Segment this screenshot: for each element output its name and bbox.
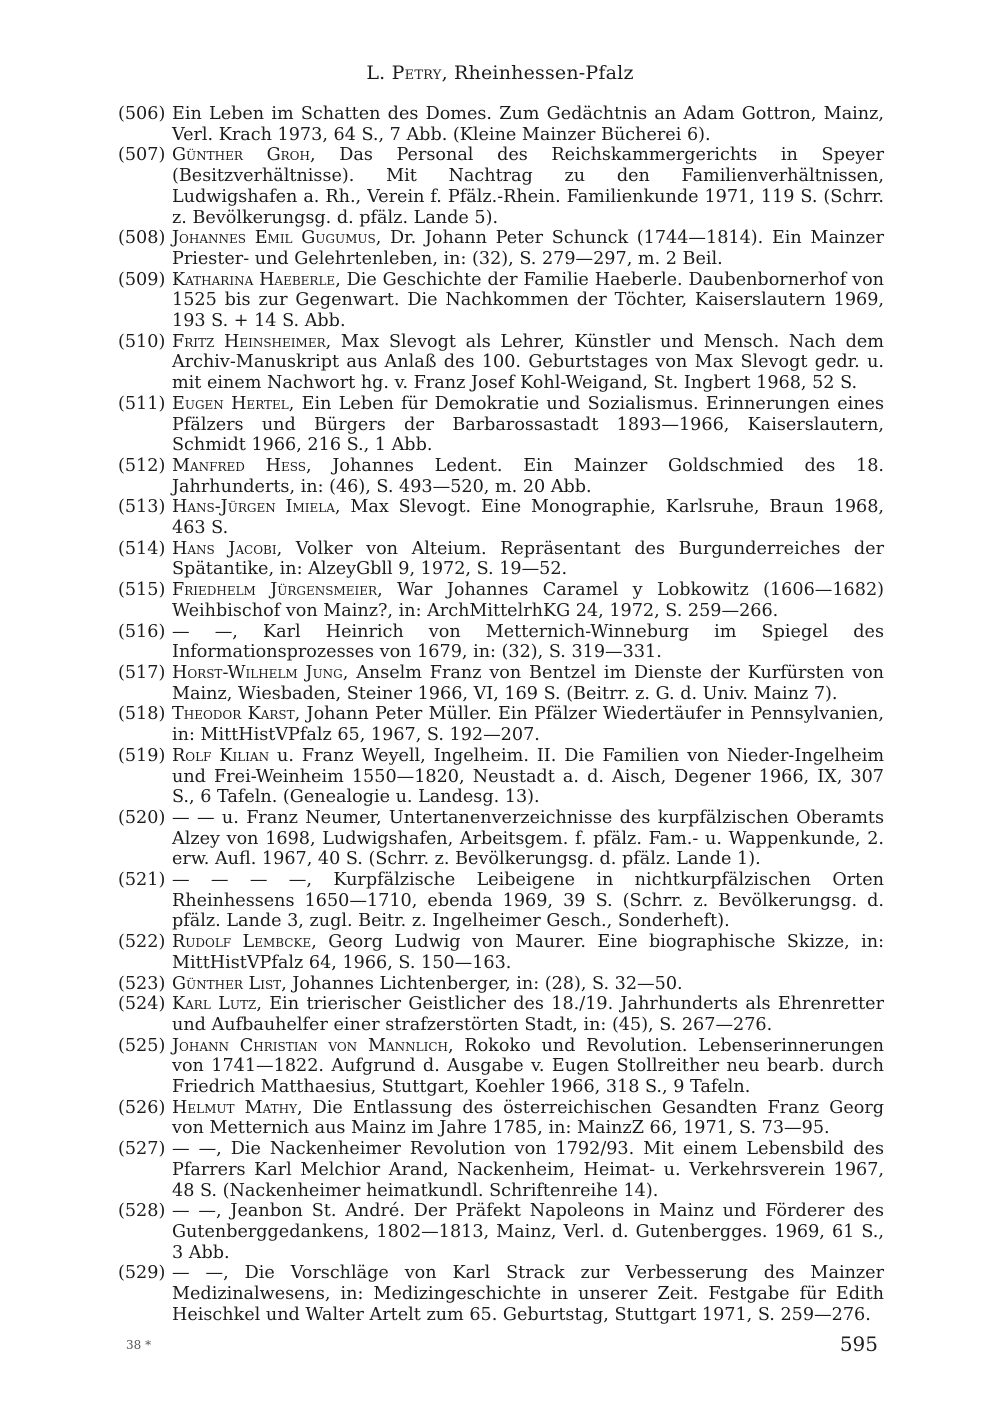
bibliography-entry bbox=[118, 974, 884, 995]
bibliography-entry bbox=[118, 145, 884, 228]
entry-number: (529) bbox=[118, 1263, 166, 1284]
entry-body: , Max Slevogt als Lehrer, Künstler und Mensch. Nach dem Archiv-Manuskript aus Anlaß des 100. Geburtstages von Max Slevogt gedr. u. mit einem Nachwort hg. v. Franz Josef Kohl-Weigand, St. Ingbert 1968, 52 S. bbox=[172, 331, 884, 394]
bibliography-entry bbox=[118, 808, 884, 870]
entry-number: (528) bbox=[118, 1201, 166, 1222]
entry-author: Theodor Karst bbox=[172, 704, 295, 725]
entry-body: , Volker von Alteium. Repräsentant des Burgunderreiches der Spätantike, in: AlzeyGbll 9, 1972, S. 19—52. bbox=[172, 538, 884, 580]
entry-text bbox=[172, 704, 884, 745]
entry-body: , Anselm Franz von Bentzel im Dienste der Kurfürsten von Mainz, Wiesbaden, Steiner 1966, VI, 169 S. (Beitrr. z. G. d. Univ. Mainz 7). bbox=[172, 662, 885, 704]
entry-text bbox=[172, 994, 884, 1035]
bibliography-entry bbox=[118, 580, 884, 621]
entry-number: (524) bbox=[118, 994, 166, 1015]
entry-body: — —, Karl Heinrich von Metternich-Winneburg im Spiegel des Informationsprozesses von 1679, in: (32), S. 319—331. bbox=[172, 621, 884, 663]
running-header bbox=[0, 62, 1000, 84]
entry-author: Eugen Hertel bbox=[172, 393, 289, 414]
entry-number: (521) bbox=[118, 870, 166, 891]
entry-body: , Johannes Lichtenberger, in: (28), S. 32—50. bbox=[281, 973, 683, 994]
entry-body: , Johann Peter Müller. Ein Pfälzer Wiedertäufer in Pennsylvanien, in: MittHistVPfalz 65, 1967, S. 192—207. bbox=[172, 704, 884, 746]
bibliography-entry bbox=[118, 932, 884, 973]
entry-body: , Das Personal des Reichskammergerichts in Speyer (Besitzverhältnisse). Mit Nachtrag zu den Familienverhältnissen, Ludwigshafen a. Rh., Verein f. Pfälz.-Rhein. Familienkunde 1971, 119 S. (Schrr. z. Bevölkerungsg. d. pfälz. Lande 5). bbox=[172, 145, 884, 228]
entry-number: (506) bbox=[118, 104, 166, 124]
entry-number: (515) bbox=[118, 580, 166, 601]
entry-body: , Johannes Ledent. Ein Mainzer Goldschmied des 18. Jahrhunderts, in: (46), S. 493—520, m. 20 Abb. bbox=[172, 455, 884, 497]
bibliography-entry bbox=[118, 394, 884, 456]
bibliography-entry bbox=[118, 704, 884, 745]
entry-text bbox=[172, 932, 884, 973]
bibliography-entry bbox=[118, 870, 884, 932]
entry-author: Johannes Emil Gugumus bbox=[172, 228, 376, 249]
entry-body: Ein Leben im Schatten des Domes. Zum Gedächtnis an Adam Gottron, Mainz, Verl. Krach 1973, 64 S., 7 Abb. (Kleine Mainzer Bücherei 6). bbox=[172, 104, 884, 145]
entry-text bbox=[172, 870, 884, 932]
entry-text bbox=[172, 1036, 884, 1098]
entry-text bbox=[172, 394, 884, 456]
entry-author: Manfred Hess bbox=[172, 455, 307, 476]
header-author: L. Petry bbox=[366, 62, 442, 84]
entry-text bbox=[172, 539, 884, 580]
entry-author: Katharina Haeberle bbox=[172, 269, 336, 290]
entry-body: — — — —, Kurpfälzische Leibeigene in nichtkurpfälzischen Orten Rheinhessens 1650—1710, ebenda 1969, 39 S. (Schrr. z. Bevölkerungsg. d. pfälz. Lande 3, zugl. Beitr. z. Ingelheimer Gesch., Sonderheft). bbox=[172, 870, 884, 932]
entry-body: , Georg Ludwig von Maurer. Eine biographische Skizze, in: MittHistVPfalz 64, 1966, S. 150—163. bbox=[172, 932, 884, 973]
entry-body: , Ein Leben für Demokratie und Sozialismus. Erinnerungen eines Pfälzers und Bürgers der Barbarossastadt 1893—1966, Kaiserslautern, Schmidt 1966, 216 S., 1 Abb. bbox=[172, 393, 885, 456]
entry-body: — —, Die Nackenheimer Revolution von 1792/93. Mit einem Lebensbild des Pfarrers Karl Melchior Arand, Nackenheim, Heimat- u. Verkehrsverein 1967, 48 S. (Nackenheimer heimatkundl. Schriftenreihe 14). bbox=[172, 1139, 884, 1201]
bibliography-entry bbox=[118, 663, 884, 704]
entry-body: u. Franz Weyell, Ingelheim. II. Die Familien von Nieder-Ingelheim und Frei-Weinheim 1550—1820, Neustadt a. d. Aisch, Degener 1966, IX, 307 S., 6 Tafeln. (Genealogie u. Landesg. 13). bbox=[172, 745, 885, 808]
entry-text bbox=[172, 456, 884, 497]
entry-text bbox=[172, 808, 884, 870]
bibliography-entry bbox=[118, 456, 884, 497]
header-title: , Rheinhessen-Pfalz bbox=[441, 62, 634, 84]
entry-author: Günther List bbox=[172, 973, 282, 994]
entry-body: , Ein trierischer Geistlicher des 18./19. Jahrhunderts als Ehrenretter und Aufbauhelfer einer strafzerstörten Stadt, in: (45), S. 267—276. bbox=[172, 994, 884, 1035]
bibliography-entry bbox=[118, 228, 884, 269]
entry-body: — — u. Franz Neumer, Untertanenverzeichnisse des kurpfälzischen Oberamts Alzey von 1698, Ludwigshafen, Arbeitsgem. f. pfälz. Fam.- u. Wappenkunde, 2. erw. Aufl. 1967, 40 S. (Schrr. z. Bevölkerungsg. d. pfälz. Lande 1). bbox=[172, 807, 884, 870]
entry-author: Johann Christian von Mannlich bbox=[172, 1035, 448, 1056]
bibliography-entry bbox=[118, 332, 884, 394]
entry-text bbox=[172, 104, 884, 145]
entry-author: Horst-Wilhelm Jung bbox=[172, 662, 343, 683]
entry-author: Günther Groh bbox=[172, 145, 310, 166]
entry-body: , Die Geschichte der Familie Haeberle. Daubenbornerhof von 1525 bis zur Gegenwart. Die Nachkommen der Töchter, Kaiserslautern 1969, 193 S. + 14 S. Abb. bbox=[172, 269, 884, 332]
entry-text bbox=[172, 1139, 884, 1201]
entry-number: (520) bbox=[118, 807, 166, 828]
bibliography-entry bbox=[118, 1263, 884, 1325]
bibliography-list bbox=[118, 104, 884, 1325]
entry-text bbox=[172, 663, 884, 704]
bibliography-entry bbox=[118, 104, 884, 145]
bibliography-entry bbox=[118, 497, 884, 538]
signature-mark: 38 * bbox=[126, 1338, 152, 1352]
entry-body: — —, Jeanbon St. André. Der Präfekt Napoleons in Mainz und Förderer des Gutenberggedankens, 1802—1813, Mainz, Verl. d. Gutenbergges. 1969, 61 S., 3 Abb. bbox=[172, 1201, 884, 1263]
bibliography-entry bbox=[118, 270, 884, 332]
entry-number: (525) bbox=[118, 1035, 166, 1056]
entry-text bbox=[172, 1263, 884, 1325]
bibliography-entry bbox=[118, 1036, 884, 1098]
entry-number: (516) bbox=[118, 621, 166, 642]
entry-text bbox=[172, 974, 884, 995]
entry-text bbox=[172, 497, 884, 538]
entry-text bbox=[172, 746, 884, 808]
entry-number: (508) bbox=[118, 228, 166, 249]
entry-author: Friedhelm Jürgensmeier bbox=[172, 580, 378, 601]
bibliography-entry bbox=[118, 1201, 884, 1263]
entry-number: (527) bbox=[118, 1139, 166, 1160]
bibliography-entry bbox=[118, 622, 884, 663]
entry-text bbox=[172, 270, 884, 332]
entry-text bbox=[172, 332, 884, 394]
entry-text bbox=[172, 228, 884, 269]
entry-number: (518) bbox=[118, 704, 166, 725]
entry-number: (507) bbox=[118, 145, 166, 166]
bibliography-entry bbox=[118, 1139, 884, 1201]
entry-body: , Max Slevogt. Eine Monographie, Karlsruhe, Braun 1968, 463 S. bbox=[172, 497, 885, 539]
entry-number: (523) bbox=[118, 973, 166, 994]
entry-number: (522) bbox=[118, 932, 166, 953]
entry-number: (510) bbox=[118, 331, 166, 352]
entry-body: , Die Entlassung des österreichischen Gesandten Franz Georg von Metternich aus Mainz im Jahre 1785, in: MainzZ 66, 1971, S. 73—95. bbox=[172, 1097, 885, 1139]
entry-author: Helmut Mathy bbox=[172, 1097, 297, 1118]
entry-body: — —, Die Vorschläge von Karl Strack zur Verbesserung des Mainzer Medizinalwesens, in: Medizingeschichte in unserer Zeit. Festgabe für Edith Heischkel und Walter Artelt zum 65. Geburtstag, Stuttgart 1971, S. 259—276. bbox=[172, 1263, 884, 1325]
entry-number: (519) bbox=[118, 745, 166, 766]
page-number: 595 bbox=[839, 1332, 878, 1356]
entry-author: Fritz Heinsheimer bbox=[172, 331, 326, 352]
bibliography-entry bbox=[118, 746, 884, 808]
entry-body: , War Johannes Caramel y Lobkowitz (1606—1682) Weihbischof von Mainz?, in: ArchMittelrhKG 24, 1972, S. 259—266. bbox=[172, 580, 884, 621]
entry-number: (514) bbox=[118, 538, 166, 559]
bibliography-entry bbox=[118, 539, 884, 580]
entry-number: (512) bbox=[118, 455, 166, 476]
entry-author: Rolf Kilian bbox=[172, 745, 270, 766]
entry-body: , Dr. Johann Peter Schunck (1744—1814). Ein Mainzer Priester- und Gelehrtenleben, in: (32), S. 279—297, m. 2 Beil. bbox=[172, 228, 884, 269]
entry-text bbox=[172, 145, 884, 228]
entry-author: Hans-Jürgen Imiela bbox=[172, 497, 335, 518]
entry-number: (526) bbox=[118, 1097, 166, 1118]
entry-author: Karl Lutz bbox=[172, 994, 257, 1015]
bibliography-entry bbox=[118, 1098, 884, 1139]
entry-text bbox=[172, 622, 884, 663]
entry-text bbox=[172, 1201, 884, 1263]
entry-number: (517) bbox=[118, 662, 166, 683]
entry-author: Hans Jacobi bbox=[172, 538, 277, 559]
entry-number: (513) bbox=[118, 497, 166, 518]
entry-number: (509) bbox=[118, 269, 166, 290]
entry-text bbox=[172, 580, 884, 621]
entry-author: Rudolf Lembcke bbox=[172, 932, 312, 953]
entry-body: , Rokoko und Revolution. Lebenserinnerungen von 1741—1822. Aufgrund d. Ausgabe v. Eugen Stollreither neu bearb. durch Friedrich Matthaesius, Stuttgart, Koehler 1966, 318 S., 9 Tafeln. bbox=[172, 1035, 884, 1098]
entry-text bbox=[172, 1098, 884, 1139]
entry-number: (511) bbox=[118, 393, 166, 414]
bibliography-entry bbox=[118, 994, 884, 1035]
